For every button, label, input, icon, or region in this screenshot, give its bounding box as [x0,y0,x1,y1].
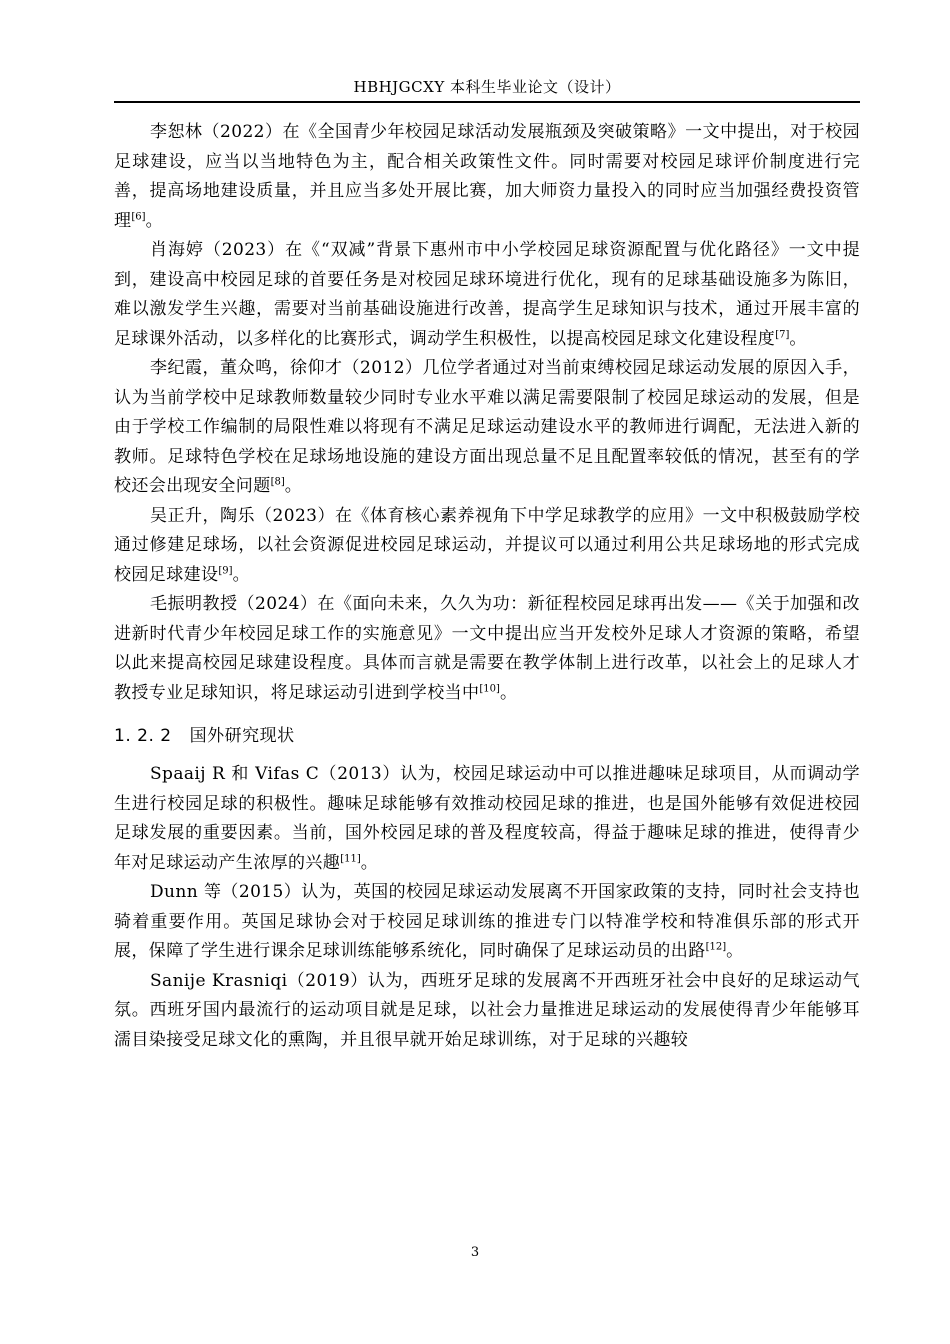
section-heading [114,722,860,750]
body-text [114,118,860,1055]
citation-marker: [8] [270,476,285,488]
citation-marker: [12] [705,941,727,953]
paragraph-tail: 。 [360,852,379,873]
paragraph [114,502,860,591]
paragraph-tail: 。 [145,210,163,231]
section-number: 1. 2. 2 [114,726,172,746]
paragraph-tail: 。 [284,476,303,496]
paragraph-text: 李恕林（2022）在《全国青少年校园足球活动发展瓶颈及突破策略》一文中提出，对于校园足球建设，应当以当地特色为主，配合相关政策性文件。同时需要对校园足球评价制度进行完善，提高场地建设质量，并且应当多处开展比赛，加大师资力量投入的同时应当加强经费投资管理 [114,122,860,231]
paragraph-text: 肖海婷（2023）在《“双减”背景下惠州市中小学校园足球资源配置与优化路径》一文中提到，建设高中校园足球的首要任务是对校园足球环境进行优化，现有的足球基础设施多为陈旧，难以激发学生兴趣，需要对当前基础设施进行改善，提高学生足球知识与技术，通过开展丰富的足球课外活动，以多样化的比赛形式，调动学生积极性，以提高校园足球文化建设程度 [114,240,860,349]
citation-marker: [10] [479,682,500,694]
paragraph-text: Dunn 等（2015）认为，英国的校园足球运动发展离不开国家政策的支持，同时社会支持也骑着重要作用。英国足球协会对于校园足球训练的推进专门以特准学校和特准俱乐部的形式开展，保障了学生进行课余足球训练能够系统化，同时确保了足球运动员的出路 [114,882,860,961]
paragraph [114,236,860,354]
header-rule [114,101,860,103]
paragraph-tail: 。 [499,682,518,703]
paragraph-text: 毛振明教授（2024）在《面向未来，久久为功：新征程校园足球再出发——《关于加强和改进新时代青少年校园足球工作的实施意见》一文中提出应当开发校外足球人才资源的策略，希望以此来提高校园足球建设程度。具体而言就是需要在教学体制上进行改革，以社会上的足球人才教授专业足球知识，将足球运动引进到学校当中 [114,594,860,703]
paragraph-text: 李纪霞，董众鸣，徐仰才（2012）几位学者通过对当前束缚校园足球运动发展的原因入手，认为当前学校中足球教师数量较少同时专业水平难以满足需要限制了校园足球运动的发展，但是由于学校工作编制的局限性难以将现有不满足足球运动建设水平的教师进行调配，无法进入新的教师。足球特色学校在足球场地设施的建设方面出现总量不足且配置率较低的情况，甚至有的学校还会出现安全问题 [114,358,860,496]
paragraph-tail: 。 [232,564,250,585]
citation-marker: [6] [131,210,146,222]
paragraph [114,967,860,1056]
paragraph-tail: 。 [726,941,744,961]
paragraph [114,590,860,708]
citation-marker: [9] [218,564,233,576]
page-number: 3 [470,1245,480,1260]
paragraph-tail: 。 [789,328,807,349]
paragraph-text: Spaaij R 和 Vifas C（2013）认为，校园足球运动中可以推进趣味足球项目，从而调动学生进行校园足球的积极性。趣味足球能够有效推动校园足球的推进，也是国外能够有效促进校园足球发展的重要因素。当前，国外校园足球的普及程度较高，得益于趣味足球的推进，使得青少年对足球运动产生浓厚的兴趣 [114,764,860,873]
citation-marker: [11] [340,852,361,864]
section-title: 国外研究现状 [189,726,295,746]
page-header: HBHJGCXY 本科生毕业论文（设计） [353,78,621,96]
paragraph [114,354,860,502]
paragraph [114,118,860,236]
paragraph-text: Sanije Krasniqi（2019）认为，西班牙足球的发展离不开西班牙社会中良好的足球运动气氛。西班牙国内最流行的运动项目就是足球，以社会力量推进足球运动的发展使得青少年能够耳濡目染接受足球文化的熏陶，并且很早就开始足球训练，对于足球的兴趣较 [114,970,860,1050]
paragraph [114,760,860,878]
citation-marker: [7] [775,328,790,340]
paragraph-text: 吴正升，陶乐（2023）在《体育核心素养视角下中学足球教学的应用》一文中积极鼓励学校通过修建足球场，以社会资源促进校园足球运动，并提议可以通过利用公共足球场地的形式完成校园足球建设 [114,505,860,585]
paragraph [114,878,860,967]
